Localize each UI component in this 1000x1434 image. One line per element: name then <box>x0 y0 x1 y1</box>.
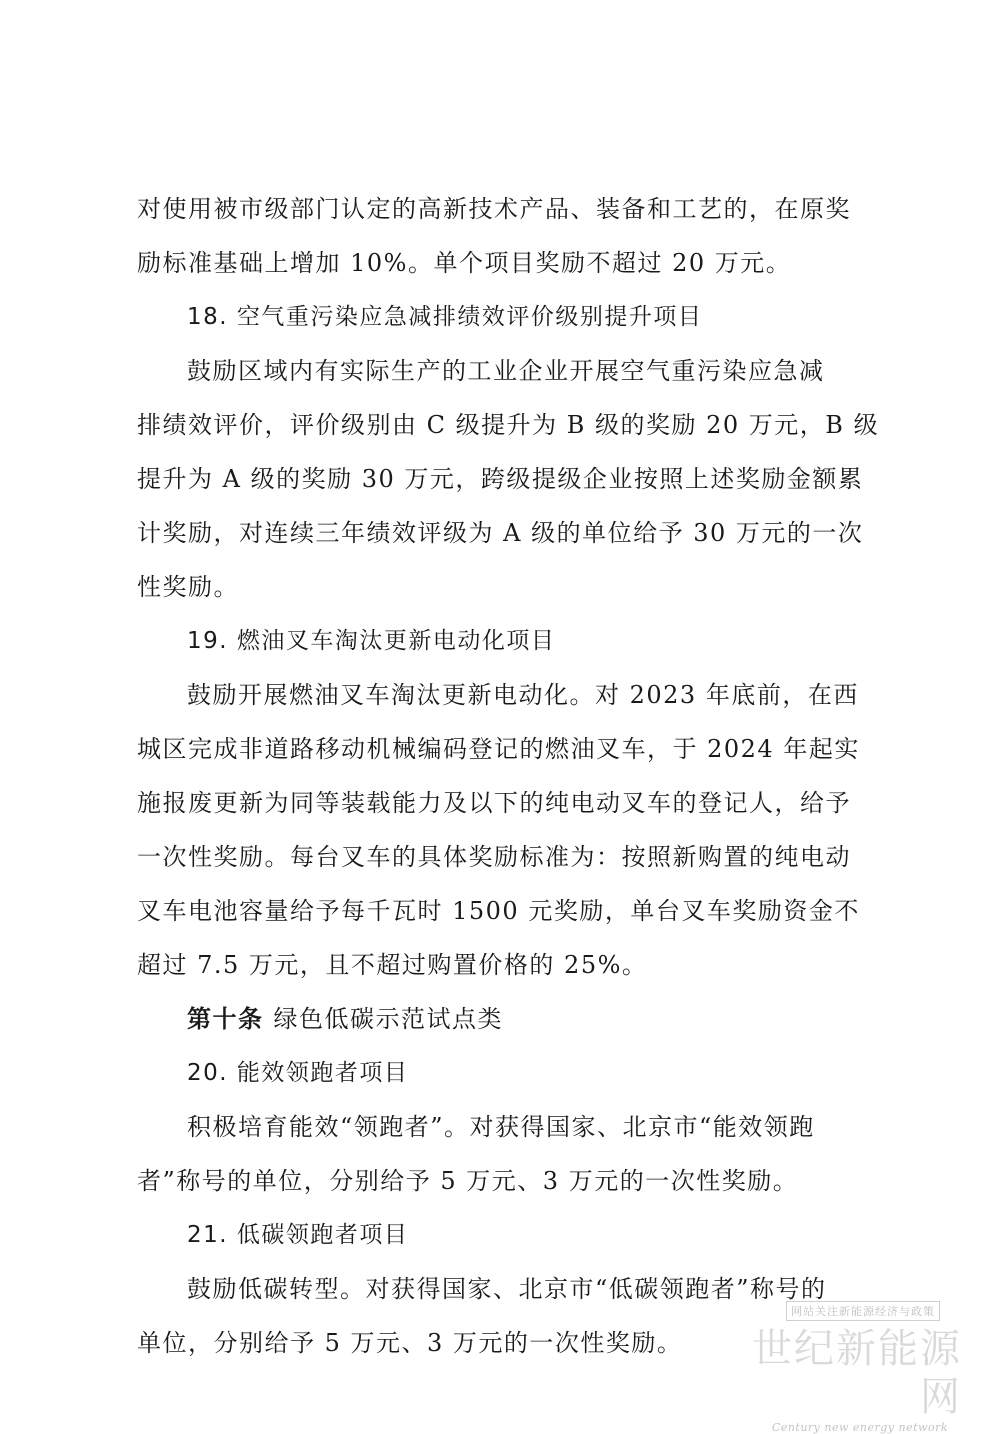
article-heading <box>137 992 877 1046</box>
paragraph-line: 提升为 A 级的奖励 30 万元，跨级提级企业按照上述奖励金额累 <box>137 465 864 493</box>
paragraph-line: 鼓励低碳转型。对获得国家、北京市“低碳领跑者”称号的 <box>187 1275 827 1303</box>
paragraph-line: 单位，分别给予 5 万元、3 万元的一次性奖励。 <box>137 1329 683 1357</box>
section-heading-20: 20. 能效领跑者项目 <box>187 1060 409 1086</box>
paragraph-line: 施报废更新为同等装载能力及以下的纯电动叉车的登记人，给予 <box>137 789 851 817</box>
paragraph-line: 超过 7.5 万元，且不超过购置价格的 25%。 <box>137 951 648 979</box>
section-heading-21: 21. 低碳领跑者项目 <box>187 1222 409 1248</box>
paragraph-line: 者”称号的单位，分别给予 5 万元、3 万元的一次性奖励。 <box>137 1167 799 1195</box>
paragraph-line: 城区完成非道路移动机械编码登记的燃油叉车，于 2024 年起实 <box>137 735 860 763</box>
paragraph-line: 鼓励开展燃油叉车淘汰更新电动化。对 2023 年底前，在西 <box>187 681 859 709</box>
paragraph-line: 鼓励区域内有实际生产的工业企业开展空气重污染应急减 <box>187 357 825 385</box>
section-heading-18: 18. 空气重污染应急减排绩效评价级别提升项目 <box>187 304 703 330</box>
paragraph-line: 一次性奖励。每台叉车的具体奖励标准为：按照新购置的纯电动 <box>137 843 851 871</box>
article-title: 绿色低碳示范试点类 <box>273 1005 503 1033</box>
article-label: 第十条 <box>187 1005 264 1033</box>
site-watermark <box>712 1300 962 1434</box>
paragraph-line: 排绩效评价，评价级别由 C 级提升为 B 级的奖励 20 万元，B 级 <box>137 411 880 439</box>
watermark-slogan: 网站关注新能源经济与政策 <box>786 1301 940 1321</box>
paragraph-line: 对使用被市级部门认定的高新技术产品、装备和工艺的，在原奖 <box>137 195 851 223</box>
watermark-english: Century new energy network <box>771 1421 948 1434</box>
section-heading-19: 19. 燃油叉车淘汰更新电动化项目 <box>187 628 556 654</box>
paragraph-line: 叉车电池容量给予每千瓦时 1500 元奖励，单台叉车奖励资金不 <box>137 897 860 925</box>
paragraph-line: 励标准基础上增加 10%。单个项目奖励不超过 20 万元。 <box>137 249 792 277</box>
paragraph-line: 计奖励，对连续三年绩效评级为 A 级的单位给予 30 万元的一次 <box>137 519 864 547</box>
paragraph-line: 性奖励。 <box>137 573 239 601</box>
watermark-brand: 世纪新能源网 <box>752 1326 962 1420</box>
paragraph-line: 积极培育能效“领跑者”。对获得国家、北京市“能效领跑 <box>187 1113 815 1141</box>
document-body <box>137 182 880 1370</box>
